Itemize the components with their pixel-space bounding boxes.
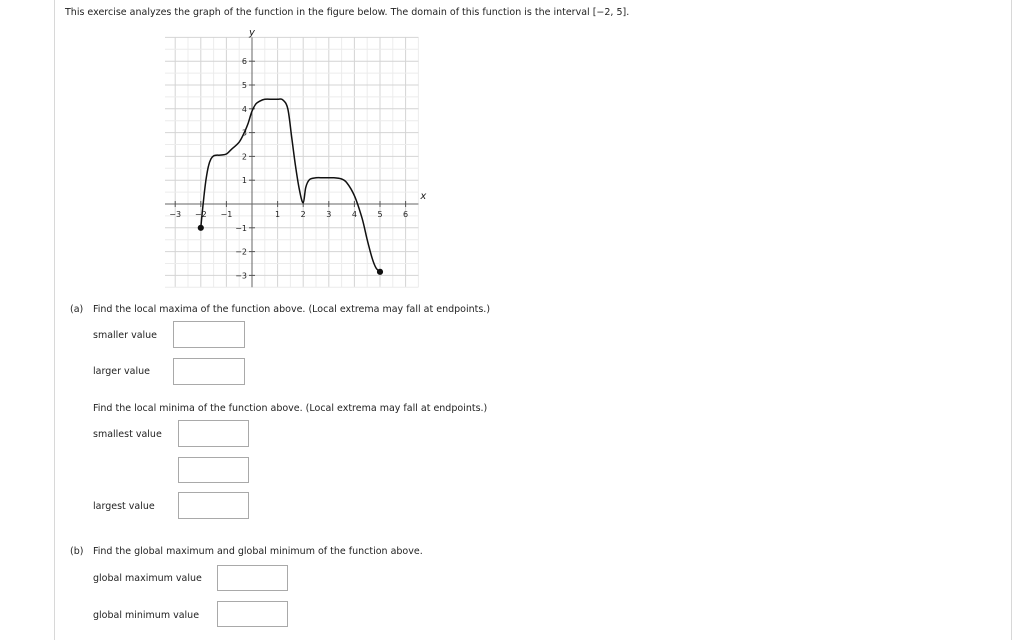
smaller-value-input[interactable]	[173, 321, 245, 348]
x-tick-label: 3	[326, 210, 332, 219]
largest-value-input[interactable]	[178, 492, 249, 519]
y-tick-label: 2	[241, 152, 247, 162]
part-a-label: (a)	[70, 304, 84, 315]
x-tick-label: 4	[351, 210, 357, 219]
x-tick-label: 2	[300, 210, 306, 219]
x-axis-label: x	[420, 191, 427, 202]
x-tick-label: −3	[169, 210, 182, 219]
smallest-value-label: smallest value	[93, 429, 162, 440]
axes	[165, 28, 426, 287]
y-tick-label: −1	[235, 223, 247, 233]
y-tick-label: −2	[235, 247, 247, 257]
y-tick-label: 4	[241, 104, 247, 114]
global-prompt: Find the global maximum and global minimum of the function above.	[93, 546, 423, 557]
intro-text: This exercise analyzes the graph of the function in the figure below. The domain of this function is the interval [−2, 5].	[65, 7, 630, 18]
global-min-label: global minimum value	[93, 610, 200, 621]
global-max-input[interactable]	[217, 565, 288, 591]
y-axis-label: y	[249, 28, 255, 39]
global-max-label: global maximum value	[93, 573, 202, 584]
y-tick-label: 3	[241, 128, 247, 138]
endpoint-dot	[198, 225, 203, 230]
y-tick-label: 6	[241, 57, 247, 67]
x-tick-label: 1	[275, 210, 281, 219]
x-tick-label: 6	[403, 210, 409, 219]
grid	[165, 37, 418, 287]
part-b-label: (b)	[70, 546, 84, 557]
middle-minimum-input[interactable]	[178, 457, 249, 483]
exercise-card	[54, 0, 1012, 640]
global-min-input[interactable]	[217, 601, 288, 627]
x-tick-label: −1	[220, 210, 233, 219]
largest-value-label: largest value	[93, 501, 155, 512]
smaller-value-label: smaller value	[93, 330, 158, 341]
smallest-value-input[interactable]	[178, 420, 249, 447]
maxima-prompt: Find the local maxima of the function above. (Local extrema may fall at endpoints.)	[93, 304, 491, 315]
y-tick-label: 5	[241, 81, 247, 90]
minima-prompt: Find the local minima of the function above. (Local extrema may fall at endpoints.)	[93, 403, 488, 414]
x-tick-label: −2	[194, 210, 207, 219]
y-tick-label: −3	[235, 271, 247, 281]
endpoint-dot	[377, 269, 382, 274]
function-graph	[165, 28, 490, 294]
larger-value-label: larger value	[93, 366, 150, 377]
graph-svg	[165, 28, 490, 290]
larger-value-input[interactable]	[173, 358, 245, 385]
y-tick-label: 1	[241, 176, 247, 186]
x-tick-label: 5	[377, 210, 383, 219]
